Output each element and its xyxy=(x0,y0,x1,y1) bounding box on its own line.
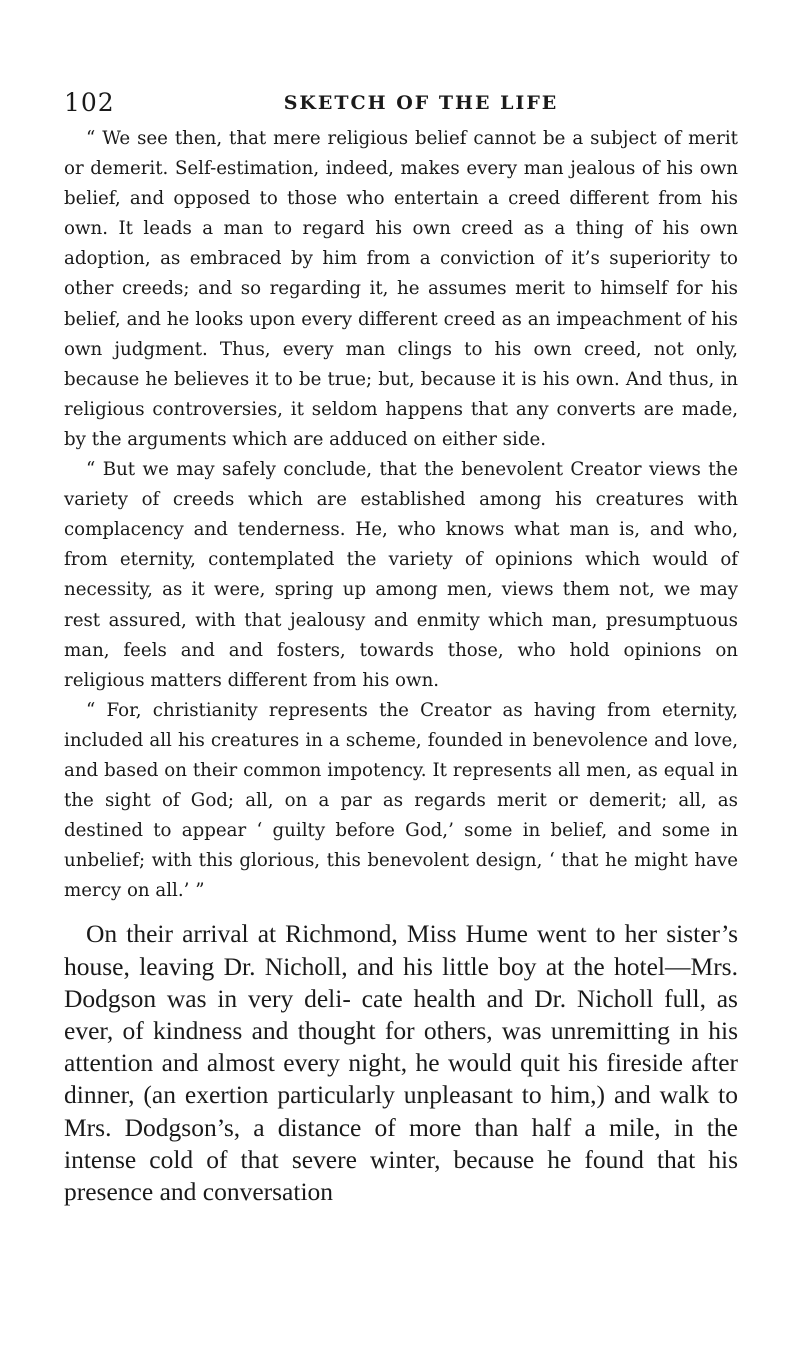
running-title: SKETCH OF THE LIFE xyxy=(283,92,559,114)
running-head xyxy=(64,88,738,124)
narrative-paragraph: On their arrival at Richmond, Miss Hume went to her sister’s house, leaving Dr. Nicholl, and his little boy at the hotel—Mrs. Dodgson was in very deli- cate health and Dr. Nicholl full, as ever, of kindness and thought for others, was unremitting in his attention and almost every night, he would quit his fireside after dinner, (an exertion particularly unpleasant to him,) and walk to Mrs. Dodgson’s, a distance of more than half a mile, in the intense cold of that severe winter, because he found that his presence and conversation xyxy=(64,919,738,1207)
quoted-passage xyxy=(64,124,738,906)
quoted-paragraph: “ But we may safely conclude, that the benevolent Creator views the variety of creeds which are established among his creatures with complacency and tenderness. He, who knows what man is, and who, from eternity, contemplated the variety of opinions which would of necessity, as it were, spring up among men, views them not, we may rest assured, with that jealousy and enmity which man, presumptuous man, feels and and fosters, towards those, who hold opinions on religious matters different from his own. xyxy=(64,459,738,691)
page-number: 102 xyxy=(64,88,115,117)
quoted-paragraph: “ We see then, that mere religious belief cannot be a subject of merit or demerit. Self-estimation, indeed, makes every man jealous of his own belief, and opposed to those who entertain a creed different from his own. It leads a man to regard his own creed as a thing of his own adoption, as embraced by him from a conviction of it’s superiority to other creeds; and so regarding it, he assumes merit to himself for his belief, and he looks upon every different creed as an impeachment of his own judgment. Thus, every man clings to his own creed, not only, because he believes it to be true; but, because it is his own. And thus, in religious controversies, it seldom happens that any converts are made, by the arguments which are adduced on either side. xyxy=(64,128,738,450)
book-page xyxy=(64,88,738,1208)
quoted-paragraph: “ For, christianity represents the Creator as having from eternity, included all his creatures in a scheme, founded in benevolence and love, and based on their common impotency. It represents all men, as equal in the sight of God; all, on a par as regards merit or demerit; all, as destined to appear ‘ guilty before God,’ some in belief, and some in unbelief; with this glorious, this benevolent design, ‘ that he might have mercy on all.’ ” xyxy=(64,699,738,902)
